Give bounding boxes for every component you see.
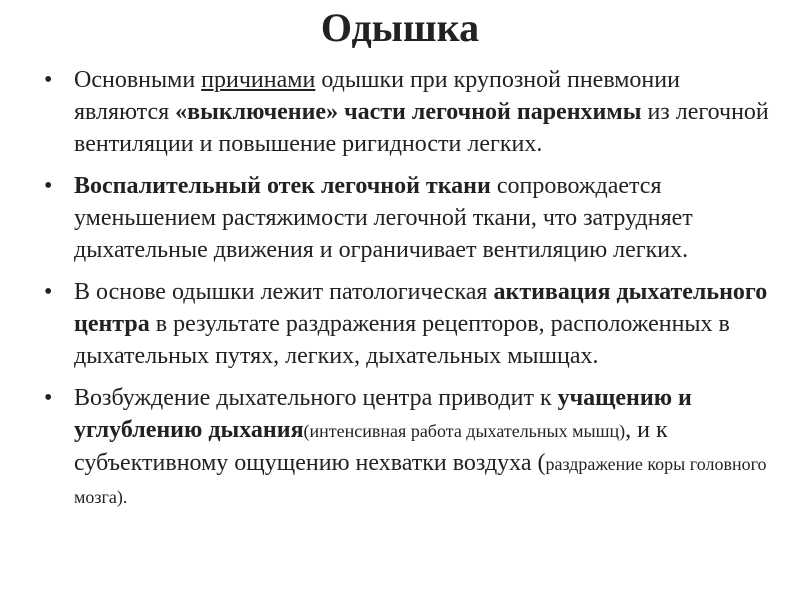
bullet-item-2 bbox=[40, 170, 780, 266]
bullet-item-3 bbox=[40, 276, 780, 372]
bullet-text: Основными bbox=[74, 67, 202, 93]
small-text: раздражение коры головного мозга). bbox=[74, 454, 767, 507]
bullet-item-4 bbox=[40, 382, 780, 513]
bullet-list bbox=[40, 64, 780, 523]
bullet-text: одышки при крупозной пневмонии являются bbox=[74, 67, 680, 125]
bullet-item-1 bbox=[40, 64, 780, 160]
bullet-dot-icon: • bbox=[44, 385, 53, 411]
bullet-text: В основе одышки лежит патологическая bbox=[74, 279, 494, 305]
bullet-text: в результате раздражения рецепторов, расположенных в дыхательных путях, легких, дыхательных мышцах. bbox=[74, 311, 730, 369]
bullet-dot-icon: • bbox=[44, 279, 53, 305]
bold-text: «выключение» части легочной паренхимы bbox=[175, 99, 642, 125]
bold-text: учащению и углублению дыхания bbox=[74, 385, 692, 443]
bullet-text: , и к субъективному ощущению нехватки воздуха ( bbox=[74, 417, 668, 476]
bullet-dot-icon: • bbox=[44, 173, 53, 199]
bold-text: активация дыхательного центра bbox=[74, 279, 768, 337]
small-text: (интенсивная работа дыхательных мышц) bbox=[303, 421, 626, 441]
bullet-text: сопровождается уменьшением растяжимости легочной ткани, что затрудняет дыхательные движения и ограничивает вентиляцию легких. bbox=[74, 173, 693, 263]
slide-title: Одышка bbox=[320, 5, 480, 50]
bullet-text: Возбуждение дыхательного центра приводит к bbox=[74, 385, 558, 411]
underlined-text: причинами bbox=[201, 67, 316, 93]
bullet-text: из легочной вентиляции и повышение ригидности легких. bbox=[74, 99, 769, 157]
bold-text: Воспалительный отек легочной ткани bbox=[74, 173, 491, 199]
bullet-dot-icon: • bbox=[44, 67, 53, 93]
